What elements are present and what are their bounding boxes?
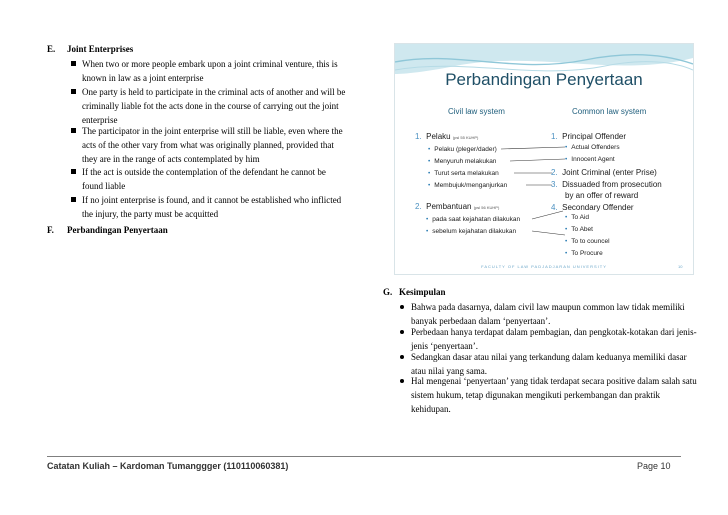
bullet-icon: • bbox=[565, 144, 568, 151]
bullet-icon: • bbox=[565, 226, 568, 233]
bullet-icon: • bbox=[565, 250, 568, 257]
common-sub-item bbox=[565, 214, 589, 221]
sub-item-text: Pelaku (pleger/dader) bbox=[434, 146, 497, 153]
item-number: 1. bbox=[415, 132, 422, 141]
square-bullet-icon bbox=[71, 197, 76, 202]
bullet-icon: • bbox=[426, 216, 429, 223]
sub-item-text: sebelum kejahatan dilakukan bbox=[432, 228, 517, 235]
common-law-heading: Common law system bbox=[572, 107, 647, 116]
list-item-text: Sedangkan dasar atau nilai yang terkandung dalam keduanya memiliki dasar atau nilai yang sama. bbox=[411, 352, 687, 376]
common-item-1 bbox=[551, 132, 626, 141]
common-sub-item bbox=[565, 238, 610, 245]
bullet-icon: • bbox=[426, 228, 429, 235]
list-item-text: The participator in the joint enterprise will still be liable, even where the acts of the other vary from what was originally planned, provided that they are in the range of acts contemplated by him bbox=[82, 126, 343, 164]
round-bullet-icon bbox=[400, 379, 404, 383]
list-item bbox=[71, 124, 346, 166]
sub-item-text: Membujuk/menganjurkan bbox=[434, 182, 508, 189]
item-label: Joint Criminal (enter Prise) bbox=[562, 168, 657, 177]
list-item-text: Perbedaan hanya terdapat dalam pembagian, dan pengkotak-kotakan dari jenis-jenis ‘penyertaan’. bbox=[411, 327, 697, 351]
bullet-icon: • bbox=[565, 214, 568, 221]
bullet-icon: • bbox=[428, 170, 431, 177]
item-label: Pembantuan bbox=[426, 202, 472, 211]
sub-item-text: To Abet bbox=[571, 226, 593, 233]
round-bullet-icon bbox=[400, 305, 404, 309]
section-e-label: E. bbox=[47, 44, 56, 54]
sub-item-text: Innocent Agent bbox=[571, 156, 615, 163]
slide-title: Perbandingan Penyertaan bbox=[445, 70, 643, 89]
item-number: 3. bbox=[551, 180, 558, 189]
sub-item-text: To to councel bbox=[571, 238, 610, 245]
sub-item-text: pada saat kejahatan dilakukan bbox=[432, 216, 521, 223]
list-item bbox=[71, 57, 346, 85]
section-g-title: Kesimpulan bbox=[399, 287, 446, 297]
common-item-3-cont: by an offer of reward bbox=[565, 191, 639, 200]
sub-item-text: Actual Offenders bbox=[571, 144, 620, 151]
common-sub-item bbox=[565, 144, 620, 151]
section-g-label: G. bbox=[383, 287, 393, 297]
footer-caption: Catatan Kuliah – Kardoman Tumanggger (110110060381) bbox=[47, 461, 289, 471]
round-bullet-icon bbox=[400, 355, 404, 359]
footer-divider bbox=[47, 456, 681, 457]
common-sub-item bbox=[565, 156, 615, 163]
item-number: 2. bbox=[551, 168, 558, 177]
list-item bbox=[71, 193, 346, 221]
sub-item-text: To Procure bbox=[571, 250, 603, 257]
section-f-title: Perbandingan Penyertaan bbox=[67, 225, 168, 235]
sub-item-text: Menyuruh melakukan bbox=[434, 158, 497, 165]
section-f-label: F. bbox=[47, 225, 54, 235]
list-item bbox=[400, 374, 700, 416]
list-item bbox=[400, 325, 700, 353]
common-item-2 bbox=[551, 168, 657, 177]
bullet-icon: • bbox=[428, 146, 431, 153]
sub-item-text: To Aid bbox=[571, 214, 589, 221]
bullet-icon: • bbox=[565, 238, 568, 245]
list-item bbox=[71, 165, 346, 193]
common-item-4 bbox=[551, 203, 634, 212]
list-item-text: One party is held to participate in the criminal acts of another and will be criminally liable fot the acts done in the course of carrying out the joint enterprise bbox=[82, 87, 346, 125]
list-item-text: When two or more people embark upon a joint criminal venture, this is known in law as a joint enterprise bbox=[82, 59, 338, 83]
comparison-slide bbox=[394, 43, 694, 275]
list-item-text: Hal mengenai ‘penyertaan’ yang tidak terdapat secara positive dalam salah satu sistem hukum, tetap digunakan mengikuti perkembangan dan praktik kehidupan. bbox=[411, 376, 697, 414]
item-label: Dissuaded from prosecution bbox=[562, 180, 662, 189]
slide-page-number: 10 bbox=[678, 264, 683, 269]
square-bullet-icon bbox=[71, 128, 76, 133]
list-item-text: If the act is outside the contemplation of the defendant he cannot be found liable bbox=[82, 167, 326, 191]
bullet-icon: • bbox=[428, 182, 431, 189]
section-e-title: Joint Enterprises bbox=[67, 44, 134, 54]
item-label: Pelaku bbox=[426, 132, 451, 141]
page-number: Page 10 bbox=[637, 461, 671, 471]
list-item-text: Bahwa pada dasarnya, dalam civil law maupun common law tidak memiliki banyak perbedaan dalam ‘penyertaan’. bbox=[411, 302, 685, 326]
common-sub-item bbox=[565, 250, 603, 257]
item-label: Principal Offender bbox=[562, 132, 627, 141]
bullet-icon: • bbox=[565, 156, 568, 163]
civil-law-heading: Civil law system bbox=[448, 107, 505, 116]
sub-item-text: Turut serta melakukan bbox=[434, 170, 499, 177]
square-bullet-icon bbox=[71, 169, 76, 174]
square-bullet-icon bbox=[71, 89, 76, 94]
item-note: (psl 55 KUHP) bbox=[452, 135, 479, 140]
square-bullet-icon bbox=[71, 61, 76, 66]
common-item-3 bbox=[551, 180, 662, 189]
list-item bbox=[71, 85, 346, 127]
common-sub-item bbox=[565, 226, 593, 233]
round-bullet-icon bbox=[400, 330, 404, 334]
item-note: (psl 56 KUHP) bbox=[473, 205, 500, 210]
list-item bbox=[400, 300, 700, 328]
item-label: Secondary Offender bbox=[562, 203, 634, 212]
connector-lines bbox=[395, 44, 693, 274]
item-number: 4. bbox=[551, 203, 558, 212]
slide-footer: FACULTY OF LAW PADJADJARAN UNIVERSITY bbox=[481, 264, 607, 269]
item-number: 2. bbox=[415, 202, 422, 211]
list-item-text: If no joint enterprise is found, and it cannot be established who inflicted the injury, the party must be acquitted bbox=[82, 195, 342, 219]
item-number: 1. bbox=[551, 132, 558, 141]
bullet-icon: • bbox=[428, 158, 431, 165]
